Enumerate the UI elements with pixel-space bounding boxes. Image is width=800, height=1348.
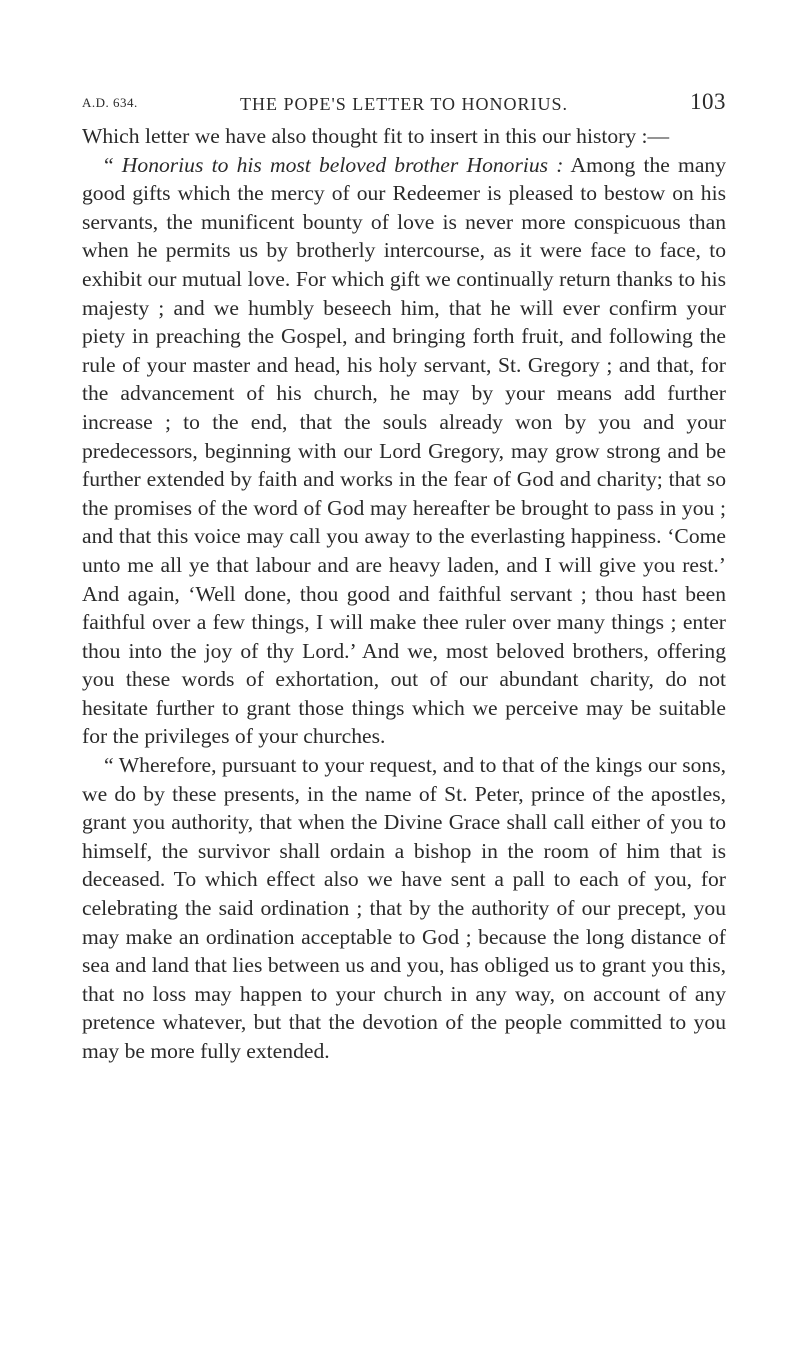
paragraph-letter-grant: “ Wherefore, pursuant to your request, and to that of the kings our sons, we do by these presents, in the name of St. Peter, prince of the apostles, grant you authority, that when the Divine Grace shall call either of you to himself, the survivor shall ordain a bishop in the room of him that is deceased. To which effect also we have sent a pall to each of you, for celebrating the said ordination ; that by the authority of our precept, you may make an ordination acceptable to God ; because the long distance of sea and land that lies between us and you, has obliged us to grant you this, that no loss may happen to your church in any way, on account of any pretence whatever, but that the devotion of the people committed to you may be more fully extended. xyxy=(82,753,726,1063)
page-number: 103 xyxy=(690,89,726,114)
paragraph-intro: Which letter we have also thought fit to insert in this our history :— xyxy=(82,124,670,148)
letter-salutation: Honorius to his most beloved brother Honorius : xyxy=(121,152,564,177)
letter-body: Among the many good gifts which the mercy of our Redeemer is pleased to bestow on his servants, the munificent bounty of love is never more conspicuous than when he permits us by brotherly intercourse, as it were face to face, to exhibit our mutual love. For which gift we continually return thanks to his majesty ; and we humbly beseech him, that he will ever confirm your piety in preaching the Gospel, and bringing forth fruit, and following the rule of your master and head, his holy servant, St. Gregory ; and that, for the advancement of his church, he may by your means add further increase ; to the end, that the souls already won by you and your predecessors, beginning with our Lord Gregory, may grow strong and be further extended by faith and works in the fear of God and charity; that so the promises of the word of God may hereafter be brought to pass in you ; and that this voice may call you away to the everlasting happiness. ‘Come unto me all ye that labour and are heavy laden, and I will give you rest.’ And again, ‘Well done, thou good and faithful servant ; thou hast been faithful over a few things, I will make thee ruler over many things ; enter thou into the joy of thy Lord.’ And we, most beloved brothers, offering you these words of exhortation, out of our abundant charity, do not hesitate further to grant those things which we perceive may be suitable for the privileges of your churches. xyxy=(82,152,727,749)
body-text xyxy=(82,122,726,1066)
running-head-date: A.D. 634. xyxy=(82,95,138,110)
open-quote: “ xyxy=(104,152,122,177)
running-head xyxy=(82,91,726,121)
running-head-title: THE POPE'S LETTER TO HONORIUS. xyxy=(239,94,569,114)
paragraph-letter-opening xyxy=(82,151,726,751)
